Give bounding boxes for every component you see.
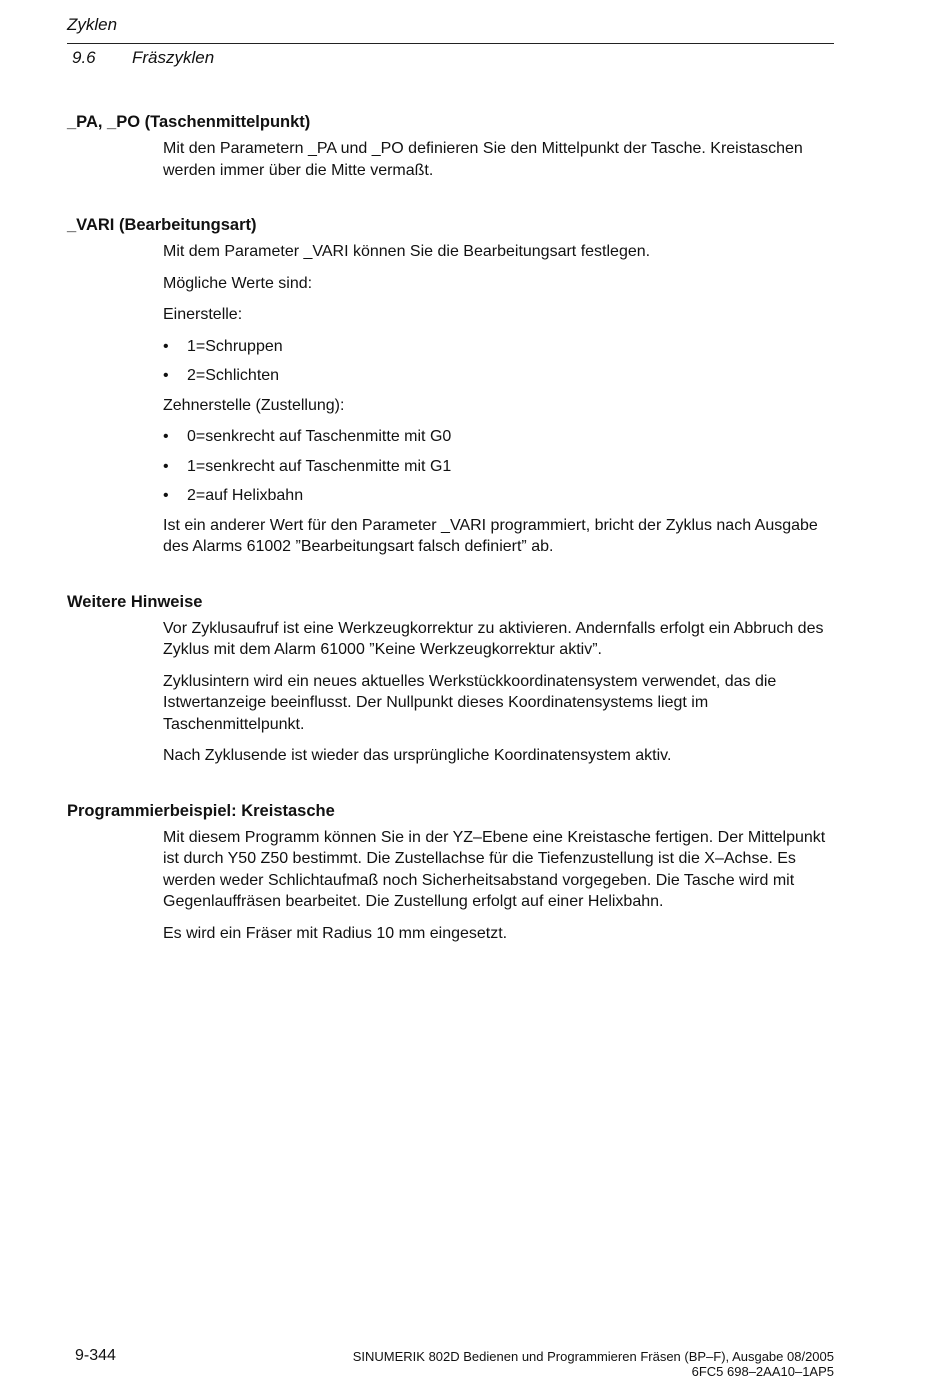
section-vari — [67, 215, 834, 558]
bullet-icon: • — [163, 487, 169, 504]
running-header-chapter: Zyklen — [67, 15, 118, 34]
section-programmierbeispiel — [67, 801, 834, 945]
list-item — [163, 485, 834, 507]
paragraph: Es wird ein Fräser mit Radius 10 mm eingesetzt. — [163, 924, 508, 942]
section-body — [163, 827, 834, 945]
paragraph: Ist ein anderer Wert für den Parameter _VARI programmiert, bricht der Zyklus nach Ausgabe des Alarms 61002 ”Bearbeitungsart falsch definiert” ab. — [163, 516, 818, 555]
paragraph: Mit den Parametern _PA und _PO definieren Sie den Mittelpunkt der Tasche. Kreistaschen werden immer über die Mitte vermaßt. — [163, 140, 803, 179]
section-pa-po — [67, 112, 834, 181]
list-item — [163, 456, 834, 478]
list-item-text: 0=senkrecht auf Taschenmitte mit G0 — [187, 428, 452, 445]
list-item-text: 1=senkrecht auf Taschenmitte mit G1 — [187, 457, 452, 475]
page-number: 9-344 — [75, 1347, 116, 1364]
bullet-icon: • — [163, 457, 169, 475]
section-body — [163, 138, 834, 181]
footer-title: SINUMERIK 802D Bedienen und Programmieren Fräsen (BP–F), Ausgabe 08/2005 — [352, 1349, 834, 1364]
paragraph: Vor Zyklusaufruf ist eine Werkzeugkorrektur zu aktivieren. Andernfalls erfolgt ein Abbruch des Zyklus mit dem Alarm 61000 ”Keine Werkzeugkorrektur aktiv”. — [163, 619, 824, 658]
list-item — [163, 426, 834, 448]
list-item-text: 2=Schlichten — [187, 367, 280, 384]
list-item-text: 1=Schruppen — [187, 337, 283, 355]
footer-order-number: 6FC5 698–2AA10–1AP5 — [691, 1364, 834, 1379]
paragraph: Zyklusintern wird ein neues aktuelles Werkstückkoordinatensystem verwendet, das die Istwertanzeige beeinflusst. Der Nullpunkt dieses Koordinatensystems liegt im Taschenmittelpunkt. — [163, 672, 777, 733]
running-header-section — [72, 48, 214, 68]
bullet-list-zehnerstelle — [163, 426, 834, 507]
section-number: 9.6 — [72, 48, 96, 67]
paragraph: Mit diesem Programm können Sie in der YZ–Ebene eine Kreistasche fertigen. Der Mittelpunkt ist durch Y50 Z50 bestimmt. Die Zustellachse für die Tiefenzustellung ist die X–Achse. Es werden weder Schlichtaufmaß noch Sicherheitsabstand vorgegeben. Die Tasche wird mit Gegenlauffräsen bearbeitet. Die Zustellung erfolgt auf einer Helixbahn. — [163, 828, 826, 910]
list-item — [163, 365, 834, 387]
paragraph: Nach Zyklusende ist wieder das ursprüngliche Koordinatensystem aktiv. — [163, 747, 672, 764]
section-body — [163, 241, 834, 558]
page-content — [67, 112, 834, 978]
bullet-icon: • — [163, 367, 169, 384]
section-title: Fräszyklen — [132, 48, 215, 67]
list-item — [163, 336, 834, 358]
bullet-icon: • — [163, 428, 169, 445]
section-heading: _VARI (Bearbeitungsart) — [67, 216, 257, 234]
section-heading: Weitere Hinweise — [67, 592, 203, 611]
header-rule — [67, 43, 834, 44]
section-heading: _PA, _PO (Taschenmittelpunkt) — [67, 113, 311, 131]
section-body — [163, 618, 834, 767]
bullet-list-einerstelle — [163, 336, 834, 387]
list-item-text: 2=auf Helixbahn — [187, 487, 304, 504]
paragraph: Mögliche Werte sind: — [163, 274, 313, 292]
paragraph: Zehnerstelle (Zustellung): — [163, 396, 345, 414]
paragraph: Mit dem Parameter _VARI können Sie die Bearbeitungsart festlegen. — [163, 243, 651, 260]
section-weitere-hinweise — [67, 592, 834, 767]
section-heading: Programmierbeispiel: Kreistasche — [67, 801, 335, 820]
paragraph: Einerstelle: — [163, 306, 243, 323]
bullet-icon: • — [163, 337, 169, 355]
